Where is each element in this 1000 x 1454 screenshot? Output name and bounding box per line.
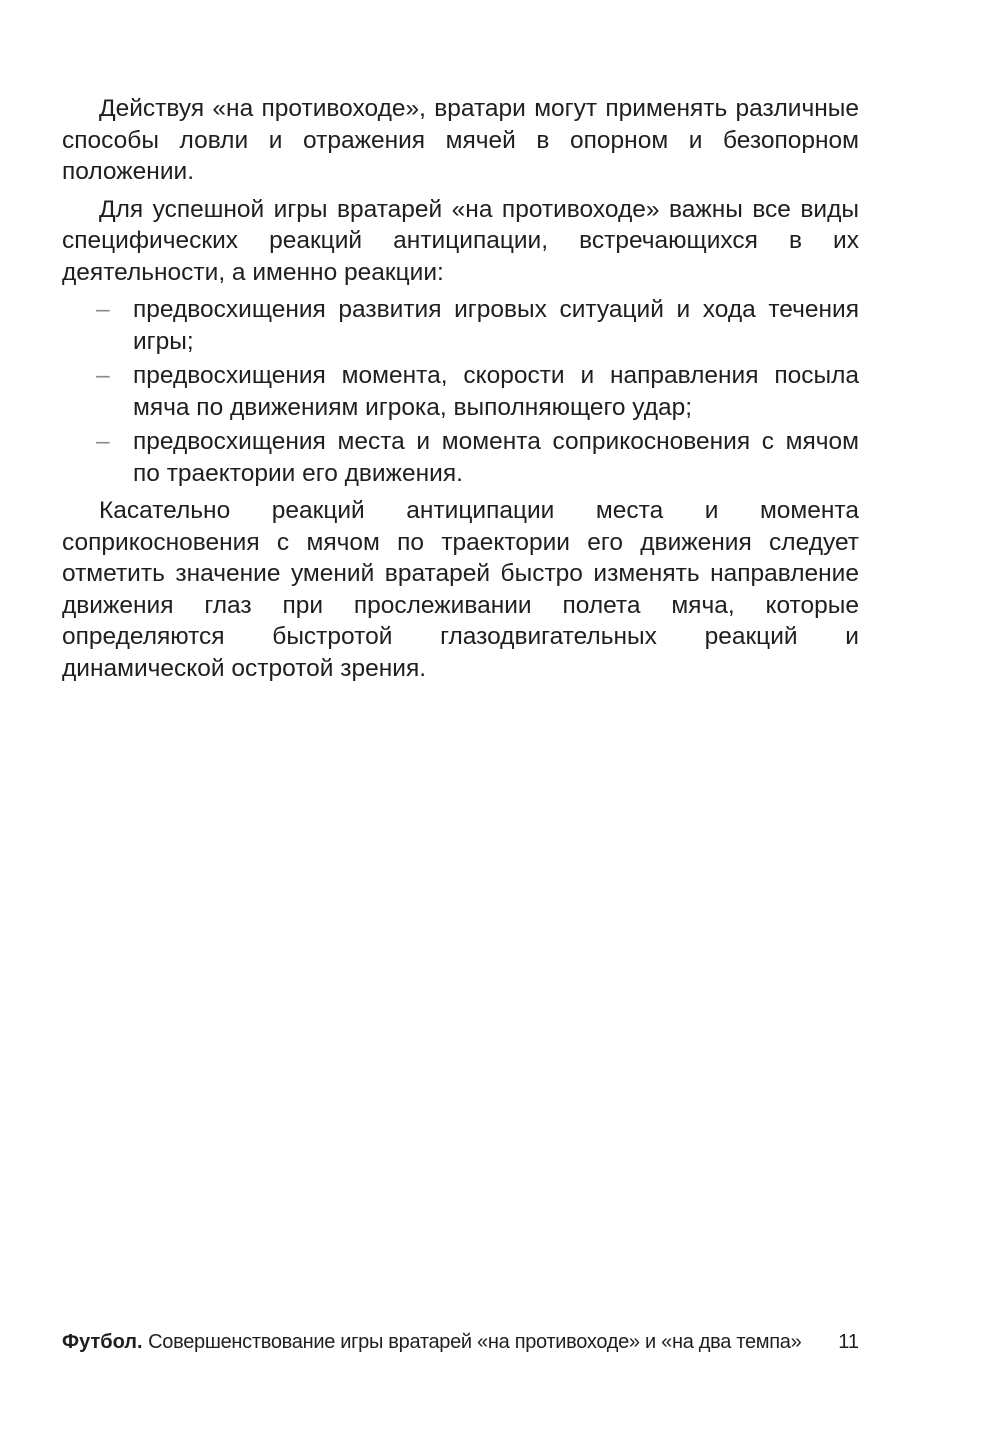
body-text (62, 93, 859, 690)
paragraph-2: Для успешной игры вратарей «на противоходе» важны все виды специфических реакций антиципации, встречающихся в их деятельности, а именно реакции: (62, 195, 859, 286)
list-item-text: предвосхищения развития игровых ситуаций и хода течения игры; (133, 296, 859, 355)
running-title-text: Совершенствование игры вратарей «на противоходе» и «на два темпа» (148, 1331, 802, 1353)
paragraph-3: Касательно реакций антиципации места и момента соприкосновения с мячом по траектории его движения следует отметить значение умений вратарей быстро изменять направление движения глаз при прослеживании полета мяча, которые определяются быстротой глазодвигательных реакций и динамической остротой зрения. (62, 497, 859, 682)
list-item-text: предвосхищения места и момента соприкосновения с мячом по траектории его движения. (133, 428, 859, 487)
dash-marker: – (96, 296, 110, 323)
list-item-text: предвосхищения момента, скорости и направления посыла мяча по движениям игрока, выполняющего удар; (133, 362, 859, 421)
dash-marker: – (96, 362, 110, 389)
running-title (62, 1330, 801, 1354)
running-title-subject: Футбол. (62, 1331, 143, 1353)
page-number: 11 (838, 1331, 859, 1353)
paragraph-1: Действуя «на противоходе», вратари могут применять различные способы ловли и отражения мячей в опорном и безопорном положении. (62, 95, 859, 185)
reaction-list (62, 294, 859, 489)
dash-marker: – (96, 428, 110, 455)
list-item (62, 426, 859, 489)
list-item (62, 294, 859, 357)
list-item (62, 360, 859, 423)
page-footer (62, 1330, 859, 1354)
